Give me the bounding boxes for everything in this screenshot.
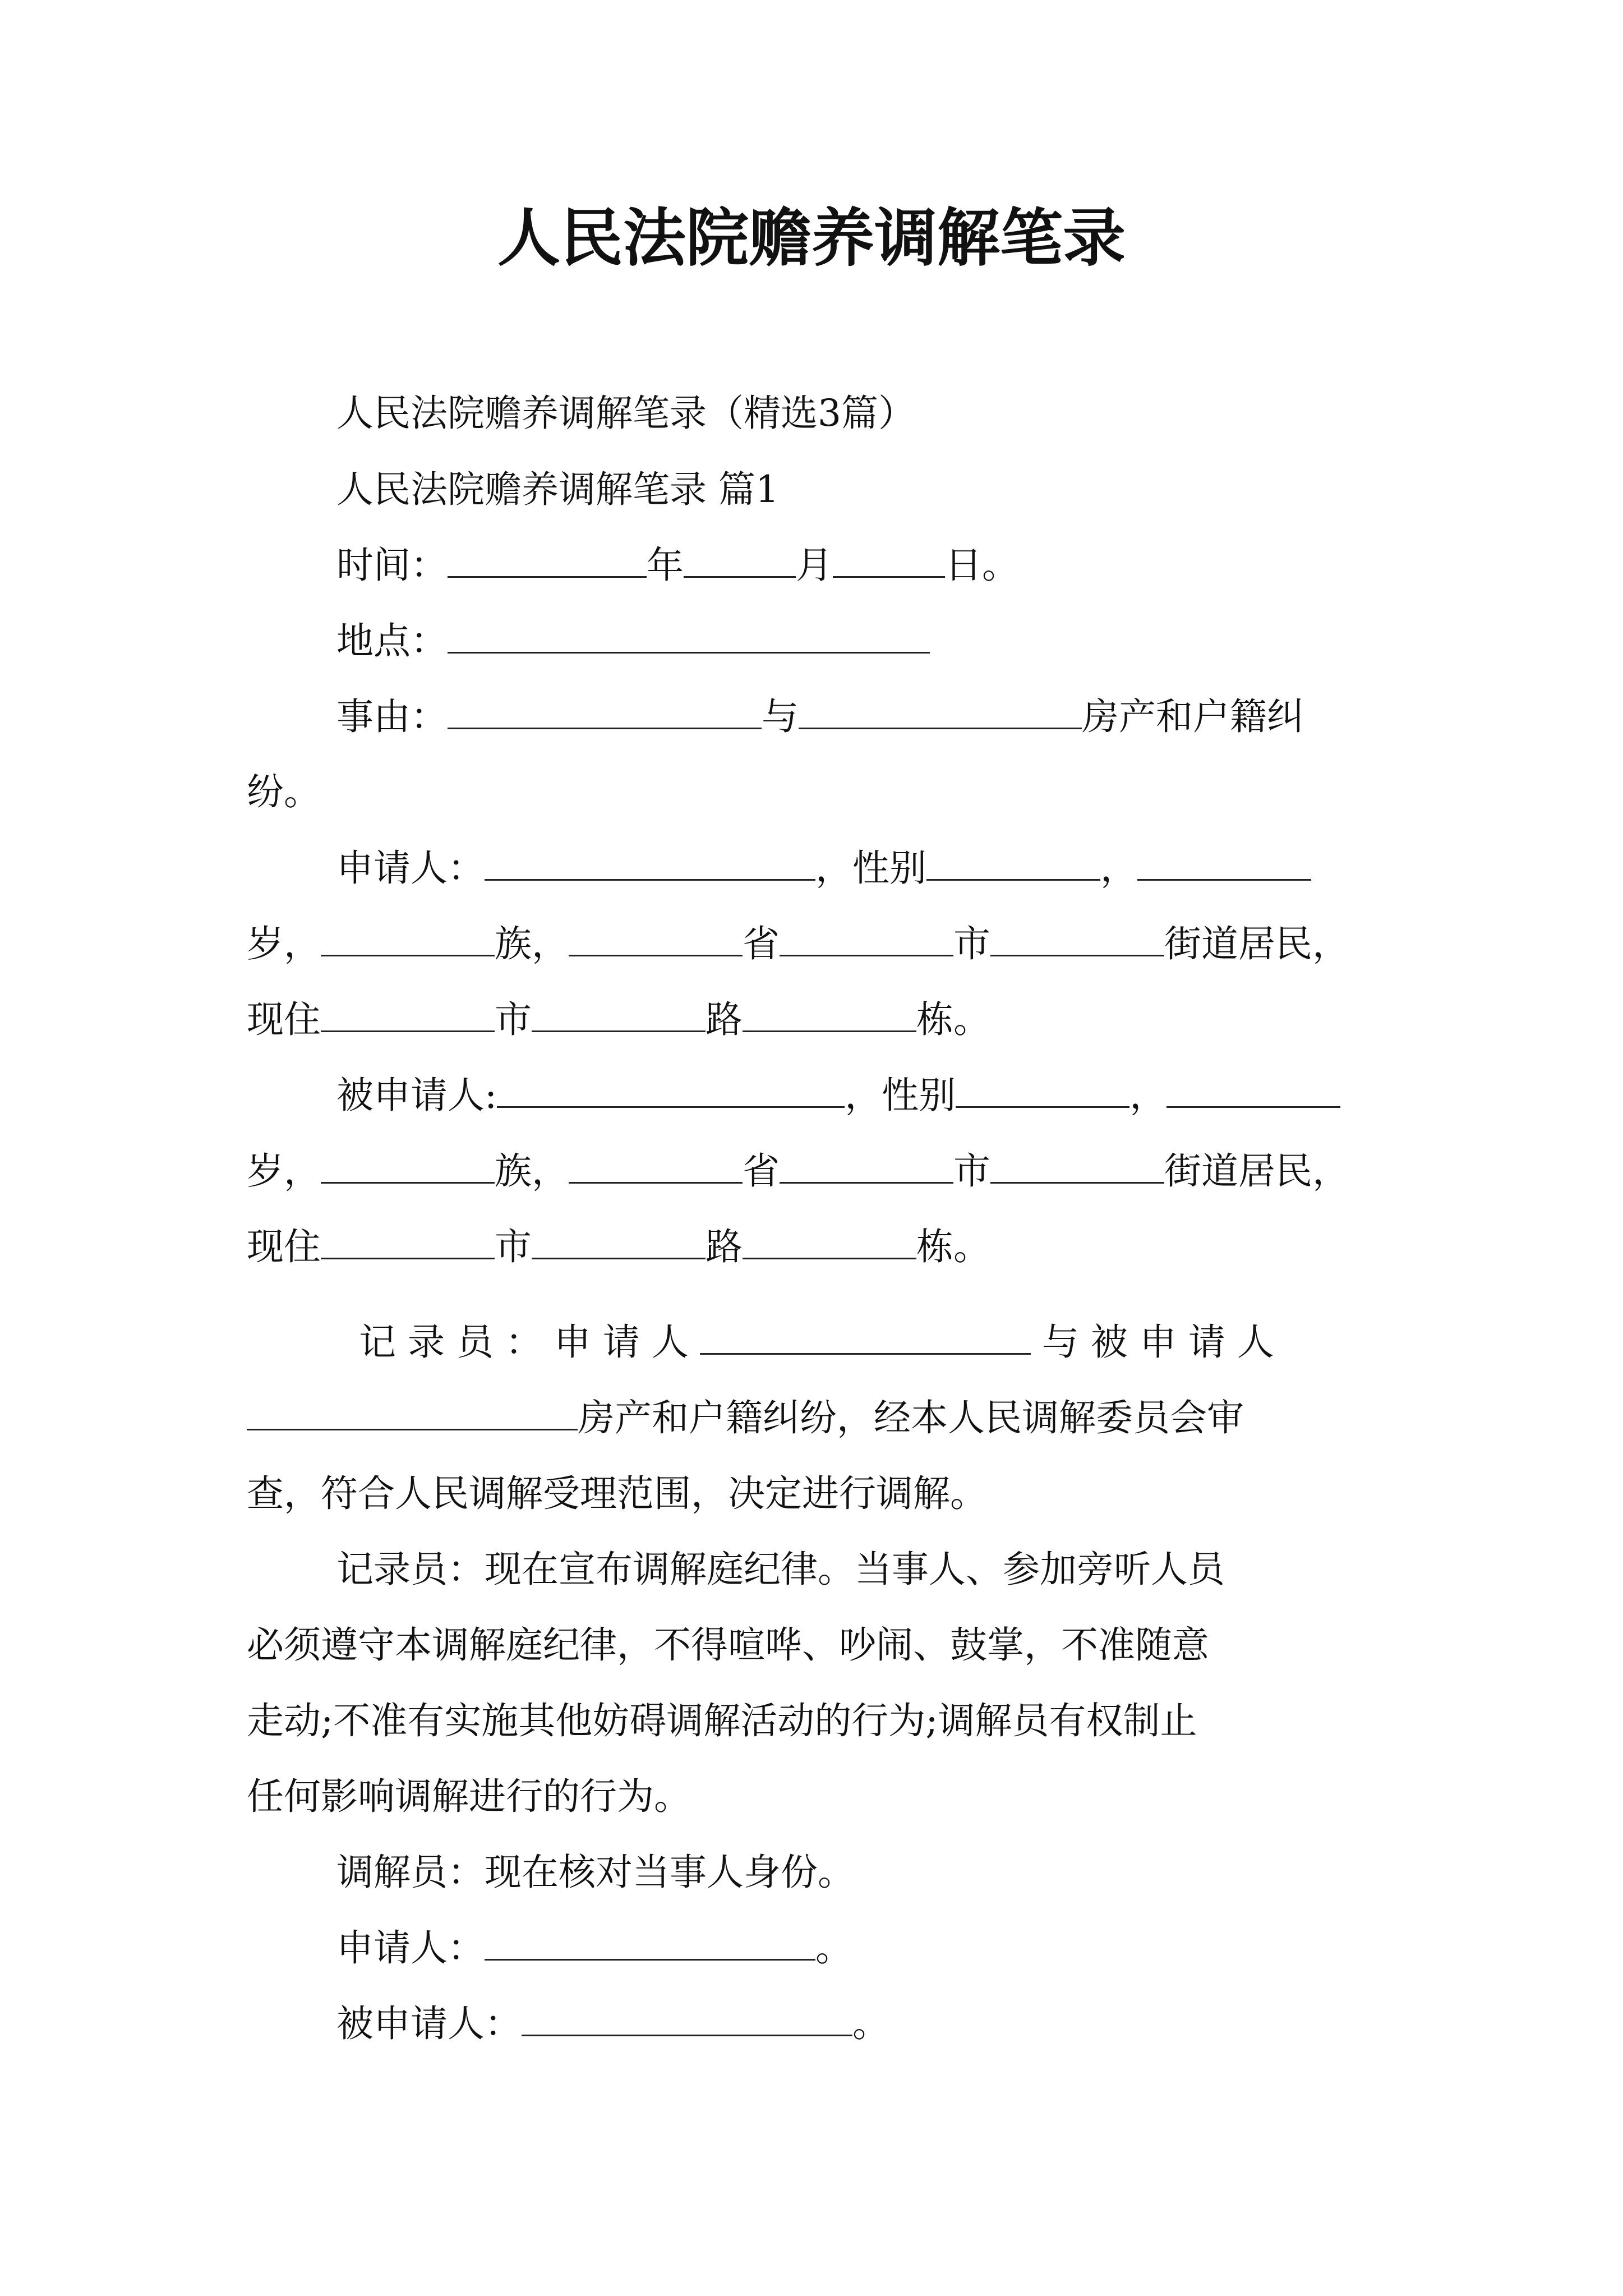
respondent-age-blank bbox=[1166, 1074, 1340, 1108]
period: 。 bbox=[815, 1926, 852, 1970]
time-label: 时间： bbox=[336, 544, 448, 587]
respondent-city-label: 市 bbox=[953, 1149, 990, 1193]
respondent-ethnic-blank bbox=[321, 1149, 495, 1184]
discipline-line-1: 记录员：现在宣布调解庭纪律。当事人、参加旁听人员 bbox=[336, 1548, 1225, 1591]
section-heading: 人民法院赡养调解笔录 篇1 bbox=[336, 468, 779, 511]
applicant-line-1 bbox=[336, 840, 1311, 896]
verify-applicant-blank bbox=[485, 1926, 815, 1961]
respondent-road-label: 路 bbox=[706, 1225, 743, 1268]
applicant-gender-blank bbox=[926, 846, 1100, 881]
respondent-line-1 bbox=[336, 1068, 1340, 1124]
applicant-label: 申请人： bbox=[336, 846, 485, 890]
comma: ， bbox=[815, 846, 852, 890]
verify-respondent-label: 被申请人： bbox=[336, 2002, 522, 2045]
month-blank bbox=[684, 544, 796, 578]
recorder-line-1 bbox=[359, 1314, 1274, 1370]
respondent-road-blank bbox=[532, 1225, 706, 1259]
applicant-line-3 bbox=[247, 992, 990, 1048]
applicant-street-blank bbox=[990, 922, 1164, 956]
recorder-applicant-text: 记 录 员 ： 申 请 人 bbox=[359, 1320, 689, 1364]
respondent-street-blank bbox=[990, 1149, 1164, 1184]
applicant-line-2 bbox=[247, 916, 1349, 972]
period: 。 bbox=[852, 2002, 889, 2045]
verify-applicant-label: 申请人： bbox=[336, 1926, 485, 1970]
place-blank bbox=[448, 619, 930, 654]
verify-applicant-line bbox=[336, 1920, 852, 1976]
recorder-line-2 bbox=[247, 1390, 1244, 1446]
verify-respondent-line bbox=[336, 1996, 889, 2052]
mediator-line: 调解员：现在核对当事人身份。 bbox=[336, 1851, 855, 1894]
respondent-living-label: 现住 bbox=[247, 1225, 321, 1268]
applicant-building-blank bbox=[743, 998, 916, 1032]
discipline-line-4: 任何影响调解进行的行为。 bbox=[247, 1775, 691, 1818]
applicant-province-label: 省 bbox=[743, 922, 780, 965]
comma: ， bbox=[1129, 1074, 1167, 1117]
reason-line bbox=[336, 689, 1304, 745]
respondent-province-label: 省 bbox=[743, 1149, 780, 1193]
applicant-living-label: 现住 bbox=[247, 998, 321, 1041]
discipline-line-2: 必须遵守本调解庭纪律，不得喧哗、吵闹、鼓掌，不准随意 bbox=[247, 1623, 1209, 1667]
respondent-gender-label: 性别 bbox=[882, 1074, 956, 1117]
applicant-gender-label: 性别 bbox=[852, 846, 926, 890]
recorder-line-3: 查，符合人民调解受理范围，决定进行调解。 bbox=[247, 1472, 987, 1515]
recorder-respondent-blank bbox=[247, 1396, 578, 1430]
year-blank bbox=[448, 544, 647, 578]
applicant-name-blank bbox=[485, 846, 815, 881]
respondent-age-label: 岁， bbox=[247, 1149, 321, 1193]
comma: ， bbox=[845, 1074, 882, 1117]
respondent-line-3 bbox=[247, 1219, 990, 1275]
reason-label: 事由： bbox=[336, 695, 448, 738]
recorder-respondent-text: 与 被 申 请 人 bbox=[1041, 1320, 1274, 1364]
applicant-building-label: 栋。 bbox=[916, 998, 990, 1041]
reason-blank-1 bbox=[448, 695, 762, 729]
applicant-age-label: 岁， bbox=[247, 922, 321, 965]
applicant-province-blank bbox=[569, 922, 743, 956]
reason-and: 与 bbox=[762, 695, 799, 738]
respondent-label: 被申请人: bbox=[336, 1074, 497, 1117]
subtitle: 人民法院赡养调解笔录（精选3篇） bbox=[336, 392, 915, 435]
reason-tail: 房产和户籍纠 bbox=[1082, 695, 1304, 738]
reason-line-2: 纷。 bbox=[247, 770, 321, 813]
applicant-living-city-blank bbox=[321, 998, 495, 1032]
respondent-living-city-blank bbox=[321, 1225, 495, 1259]
day-blank bbox=[833, 544, 945, 578]
applicant-city-label: 市 bbox=[953, 922, 990, 965]
verify-respondent-blank bbox=[522, 2002, 852, 2036]
recorder-dispute-text: 房产和户籍纠纷，经本人民调解委员会审 bbox=[578, 1396, 1244, 1439]
applicant-road-label: 路 bbox=[706, 998, 743, 1041]
respondent-gender-blank bbox=[956, 1074, 1129, 1108]
respondent-city-blank bbox=[780, 1149, 953, 1184]
recorder-applicant-blank bbox=[700, 1320, 1031, 1355]
discipline-line-3: 走动;不准有实施其他妨碍调解活动的行为;调解员有权制止 bbox=[247, 1699, 1197, 1742]
day-label: 日。 bbox=[945, 544, 1019, 587]
respondent-street-label: 街道居民， bbox=[1164, 1149, 1349, 1193]
respondent-province-blank bbox=[569, 1149, 743, 1184]
document-title: 人民法院赡养调解笔录 bbox=[497, 202, 1126, 275]
applicant-ethnic-label: 族， bbox=[495, 922, 569, 965]
place-label: 地点： bbox=[336, 619, 448, 662]
year-label: 年 bbox=[647, 544, 684, 587]
applicant-road-blank bbox=[532, 998, 706, 1032]
respondent-ethnic-label: 族， bbox=[495, 1149, 569, 1193]
time-line bbox=[336, 537, 1019, 593]
applicant-street-label: 街道居民， bbox=[1164, 922, 1349, 965]
place-line bbox=[336, 613, 930, 669]
applicant-city2-label: 市 bbox=[495, 998, 532, 1041]
reason-blank-2 bbox=[799, 695, 1082, 729]
month-label: 月 bbox=[796, 544, 833, 587]
applicant-age-blank bbox=[1137, 846, 1311, 881]
comma: ， bbox=[1100, 846, 1137, 890]
respondent-city2-label: 市 bbox=[495, 1225, 532, 1268]
respondent-building-label: 栋。 bbox=[916, 1225, 990, 1268]
respondent-name-blank bbox=[497, 1074, 845, 1108]
applicant-ethnic-blank bbox=[321, 922, 495, 956]
respondent-line-2 bbox=[247, 1143, 1349, 1199]
respondent-building-blank bbox=[743, 1225, 916, 1259]
applicant-city-blank bbox=[780, 922, 953, 956]
